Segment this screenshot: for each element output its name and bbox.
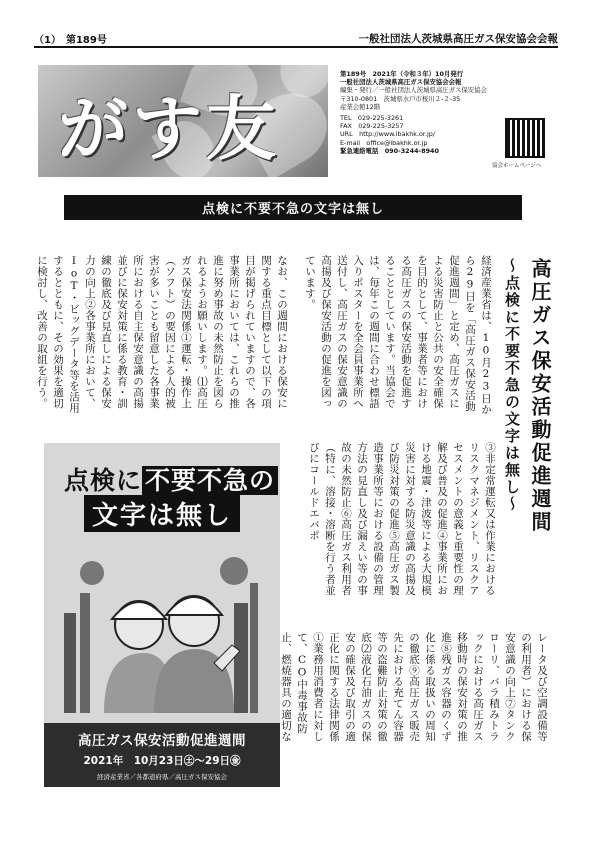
info-line: 一般社団法人茨城県高圧ガス保安協会会報 (340, 78, 462, 87)
info-line: URL http://www.ibakhk.or.jp/ (340, 130, 435, 139)
info-line: 緊急連絡電話 090-3244-8940 (340, 146, 439, 155)
article-subtitle: ～点検に不要不急の文字は無し～ (503, 258, 521, 513)
masthead-title: がす友 (58, 88, 280, 170)
header-rule (34, 46, 558, 48)
publication-org: 一般社団法人茨城県高圧ガス保安協会会報 (358, 33, 558, 45)
info-line: TEL 029-225-3261 (340, 114, 404, 123)
workers-illustration (64, 553, 260, 713)
poster-headline-2: 文字は無し (84, 495, 240, 532)
article-body-4: レータ及び空調設備等の利用者）における保安意識の向上⑦タンクローリ、バラ積みトラックにおける高圧ガス移動時の保安対策の推進⑧残ガス容器のくず化に係る取扱いの周知の徹底⑨高圧ガス販売先における充てん容器等の盗難防止対策の徹底⑵液化石油ガスの保安の確保及び取引の適正化に関する法律関係①業務用消費者に対して、CO中毒事故防止、燃焼器具の適切な (280, 632, 548, 742)
headline-banner: 点検に不要不急の文字は無し (64, 195, 522, 220)
poster-headline-1b: 不要不急の (142, 466, 278, 495)
poster-organizers: 経済産業省／各都道府県／高圧ガス保安協会 (97, 773, 227, 781)
campaign-poster (44, 443, 280, 787)
poster-headline-1 (64, 461, 278, 497)
info-line: 第189号 2021年（令和３年）10月発行 (340, 70, 464, 78)
info-line: E-mail office@ibakhk.or.jp (340, 138, 428, 147)
poster-footer (44, 723, 280, 787)
qr-caption: 協会ホームページへ (492, 163, 542, 169)
poster-date: 2021年 10月23日㊏～29日㊎ (83, 755, 241, 767)
article-body-2: なお、この週間における保安に関する重点目標として以下の項目が掲げられていますので、各事業所においては、これらの推進に努め事故の未然防止を図られるようお願いします。⑴高圧ガス保安法関係①運転・操作上（ソフト）の要因による人的被害が多いことも留意した各事業所における自主保安意識の高揚並びに保安対策に係る教育・訓練の徹底及び見直しによる保安力の向上②各事業所において、IoT・ビッグデータ等を活用するとともに、その効果を適切に検討し、改善の取組を行う。 (36, 255, 288, 414)
qr-code-icon[interactable] (505, 118, 545, 158)
info-line: 産業会館12階 (340, 102, 381, 111)
article-body-1: 経済産業省は、10月23日から29日を「高圧ガス保安活動促進週間」と定め、高圧ガスによる災害防止と公共の安全確保を目的として、事業者等における高圧ガスの保安活動を促進することとしています。当協会では、毎年この週間に合わせ標語入りポスターを全会員事業所へ送付し、高圧ガスの保安意識の高揚及び保安活動の促進を図っています。 (304, 255, 492, 415)
poster-title: 高圧ガス保安活動促進週間 (78, 733, 246, 749)
article-body-3: ③非定常運転又は作業におけるリスクマネジメント、リスクアセスメントの意義と重要性の理解及び普及の促進④事業所における地震・津波等による大規模災害に対する防災意識の高揚及び防災対策の促進⑤高圧ガス製造事業所等における設備の管理方法の見直し及び漏えい等の事故の未然防止⑥高圧ガス利用者（特に、溶接・溶断を行う者並びにコールドエバポ (308, 442, 496, 596)
masthead-logo (38, 65, 328, 177)
article-title: 高圧ガス保安活動促進週間 (528, 258, 552, 534)
poster-headline-1a: 点検に (64, 466, 143, 495)
info-line: 編集・発行／一般社団法人茨城県高圧ガス保安協会 (340, 86, 487, 95)
info-line: 〒310-0801 茨城県水戸市桜川２-２-35 (340, 94, 461, 103)
page-issue: （1） 第189号 (34, 35, 107, 46)
info-line: FAX 029-225-3257 (340, 122, 404, 131)
